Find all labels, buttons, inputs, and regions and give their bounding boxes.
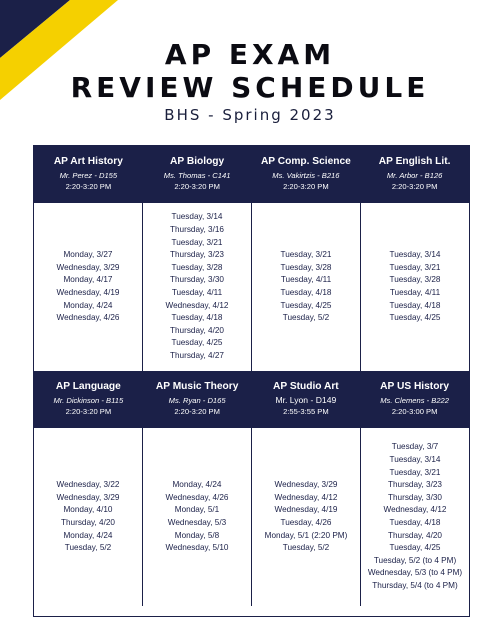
review-date: Wednesday, 5/3 (to 4 PM) <box>367 568 463 578</box>
review-date: Wednesday, 4/12 <box>383 505 447 515</box>
date-list <box>34 428 143 606</box>
course-time: 2:20-3:00 PM <box>391 407 438 416</box>
course-time: 2:20-3:20 PM <box>391 182 438 191</box>
review-date: Tuesday, 3/21 <box>389 262 441 272</box>
review-date: Tuesday, 4/18 <box>389 300 441 310</box>
course-header <box>360 146 469 203</box>
course-teacher: Ms. Clemens - B222 <box>380 396 450 405</box>
course-header <box>360 371 469 428</box>
review-date: Monday, 4/24 <box>172 480 222 490</box>
page-title-line2: REVIEW SCHEDULE <box>70 71 430 104</box>
review-date: Thursday, 3/16 <box>169 225 224 235</box>
review-date: Wednesday, 5/3 <box>167 518 227 527</box>
course-time: 2:20-3:20 PM <box>174 182 220 191</box>
review-date: Thursday, 3/30 <box>169 275 224 285</box>
review-date: Tuesday, 4/18 <box>171 313 223 323</box>
review-date: Tuesday, 3/21 <box>280 250 332 260</box>
course-name: AP Music Theory <box>155 381 239 392</box>
review-date: Tuesday, 3/14 <box>171 212 223 222</box>
course-header <box>34 146 143 203</box>
page-subtitle: BHS - Spring 2023 <box>164 106 336 124</box>
review-date: Monday, 4/24 <box>63 530 113 540</box>
review-date: Wednesday, 5/10 <box>165 543 229 553</box>
course-time: 2:20-3:20 PM <box>65 407 112 416</box>
review-date: Wednesday, 3/29 <box>56 492 120 502</box>
date-list <box>34 203 143 371</box>
section-1-header-row <box>34 146 469 203</box>
review-date: Tuesday, 3/7 <box>391 442 439 452</box>
review-date: Tuesday, 5/2 <box>64 543 112 553</box>
review-date: Thursday, 3/23 <box>387 480 442 490</box>
course-header <box>143 146 252 203</box>
review-date: Wednesday, 4/19 <box>274 505 338 515</box>
date-list <box>143 203 252 371</box>
review-date: Tuesday, 4/25 <box>389 313 441 323</box>
course-time: 2:20-3:20 PM <box>174 407 220 416</box>
review-date: Thursday, 4/27 <box>169 350 224 360</box>
review-date: Tuesday, 4/18 <box>389 518 441 527</box>
review-date: Tuesday, 4/18 <box>280 288 332 297</box>
review-date: Wednesday, 3/29 <box>274 480 338 490</box>
review-date: Tuesday, 3/14 <box>389 250 441 260</box>
review-date: Tuesday, 4/11 <box>280 275 332 285</box>
course-name: AP Studio Art <box>273 381 339 392</box>
course-teacher: Ms. Vakirtzis - B216 <box>272 171 340 180</box>
course-header <box>252 371 361 428</box>
review-date: Thursday, 3/23 <box>169 250 224 260</box>
course-teacher: Ms. Thomas - C141 <box>163 171 231 180</box>
date-list <box>361 203 469 371</box>
date-list <box>252 203 361 371</box>
review-date: Wednesday, 3/22 <box>56 480 120 490</box>
section-2-dates-row <box>34 428 469 606</box>
review-date: Thursday, 5/4 (to 4 PM) <box>372 580 458 590</box>
review-date: Wednesday, 3/29 <box>56 262 120 272</box>
course-name: AP Comp. Science <box>260 156 351 167</box>
review-date: Monday, 5/1 (2:20 PM) <box>264 530 348 540</box>
review-date: Tuesday, 5/2 (to 4 PM) <box>373 555 457 565</box>
schedule-table <box>33 145 470 617</box>
review-date: Thursday, 4/20 <box>60 518 115 527</box>
review-date: Tuesday, 4/11 <box>389 288 441 297</box>
review-date: Tuesday, 4/25 <box>171 338 223 348</box>
course-name: AP US History <box>380 381 450 392</box>
review-date: Monday, 4/10 <box>63 505 113 515</box>
course-name: AP Language <box>55 381 121 392</box>
review-date: Tuesday, 4/26 <box>280 518 332 527</box>
course-teacher: Mr. Lyon - D149 <box>275 395 337 405</box>
course-time: 2:55-3:55 PM <box>283 407 329 416</box>
review-date: Wednesday, 4/19 <box>56 288 120 297</box>
course-header <box>34 371 143 428</box>
review-date: Wednesday, 4/12 <box>274 492 338 502</box>
review-date: Monday, 4/24 <box>63 300 113 310</box>
review-date: Thursday, 4/20 <box>387 530 442 540</box>
review-date: Tuesday, 3/21 <box>171 237 223 247</box>
review-date: Tuesday, 4/25 <box>389 543 441 553</box>
section-2-header-row <box>34 371 469 428</box>
review-date: Wednesday, 4/12 <box>165 300 229 310</box>
course-time: 2:20-3:20 PM <box>283 182 329 191</box>
course-name: AP Biology <box>170 156 225 167</box>
review-date: Wednesday, 4/26 <box>56 313 120 323</box>
review-date: Monday, 4/17 <box>63 275 113 285</box>
review-date: Thursday, 4/20 <box>169 325 224 335</box>
review-date: Tuesday, 5/2 <box>282 543 330 553</box>
review-date: Thursday, 3/30 <box>387 492 442 502</box>
review-date: Tuesday, 5/2 <box>282 313 330 323</box>
review-date: Monday, 5/1 <box>174 505 220 515</box>
review-date: Tuesday, 4/25 <box>280 300 332 310</box>
course-name: AP English Lit. <box>378 156 451 167</box>
course-teacher: Mr. Arbor - B126 <box>386 171 443 180</box>
review-date: Tuesday, 3/28 <box>389 275 441 285</box>
review-date: Monday, 5/8 <box>174 530 220 540</box>
date-list <box>143 428 252 606</box>
review-date: Wednesday, 4/26 <box>165 492 229 502</box>
review-date: Monday, 3/27 <box>63 250 113 260</box>
course-name: AP Art History <box>53 156 123 167</box>
review-date: Tuesday, 3/28 <box>280 262 332 272</box>
course-header <box>143 371 252 428</box>
review-date: Tuesday, 3/14 <box>389 455 441 465</box>
review-date: Tuesday, 4/11 <box>171 288 223 297</box>
date-list <box>252 428 361 606</box>
review-date: Tuesday, 3/28 <box>171 262 223 272</box>
page-title-line1: AP EXAM <box>164 38 336 71</box>
course-teacher: Mr. Perez - D155 <box>59 171 118 180</box>
course-header <box>252 146 361 203</box>
course-teacher: Ms. Ryan - D165 <box>168 396 226 405</box>
date-list <box>361 428 469 606</box>
review-date: Tuesday, 3/21 <box>389 467 441 477</box>
course-teacher: Mr. Dickinson - B115 <box>53 396 124 405</box>
course-time: 2:20-3:20 PM <box>65 182 112 191</box>
section-1-dates-row <box>34 203 469 371</box>
